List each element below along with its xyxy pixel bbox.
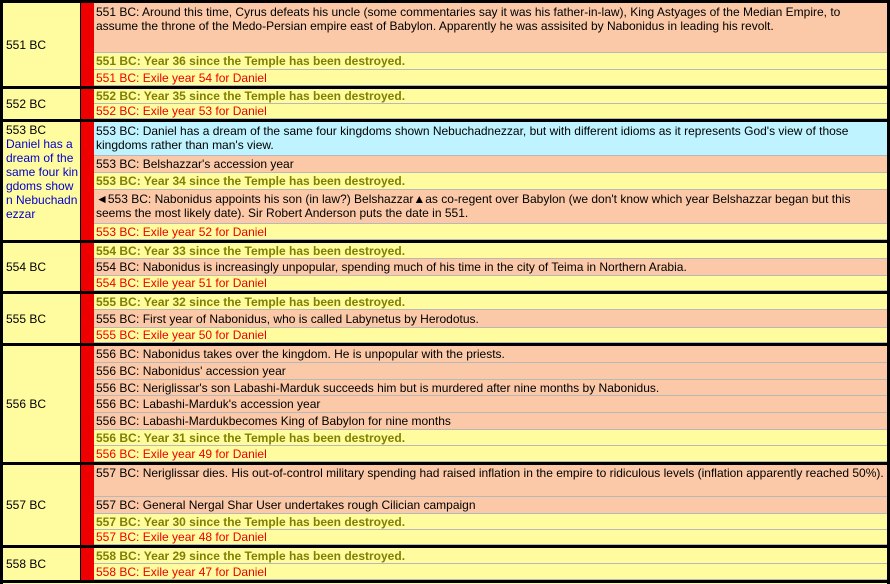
temple-cell[interactable]: 555 BC: Year 32 since the Temple has been destroyed. xyxy=(94,294,887,310)
exile-cell[interactable]: 555 BC: Exile year 50 for Daniel xyxy=(94,328,887,343)
exile-cell[interactable]: 558 BC: Exile year 47 for Daniel xyxy=(94,564,887,580)
year-row-556 xyxy=(0,346,890,462)
year-label: 555 BC xyxy=(6,311,47,326)
red-marker-bar xyxy=(81,294,94,343)
year-label: 554 BC xyxy=(6,260,47,274)
year-cell[interactable] xyxy=(3,548,81,580)
event-cell[interactable]: 551 BC: Around this time, Cyrus defeats his uncle (some commentaries say it was his father-in-law), King Astyages of the Median Empire, to assume the throne of the Medo-Persian empire east of Babylon. Apparently he was assisited by Nabonidus in leading his revolt. xyxy=(94,3,887,53)
temple-cell[interactable]: 556 BC: Year 31 since the Temple has been destroyed. xyxy=(94,430,887,446)
row-divider xyxy=(0,580,890,583)
temple-cell[interactable]: 552 BC: Year 35 since the Temple has been destroyed. xyxy=(94,89,887,104)
year-cell[interactable] xyxy=(3,243,81,291)
year-row-558 xyxy=(0,548,890,580)
year-cell[interactable] xyxy=(3,122,81,240)
event-cell[interactable]: 556 BC: Neriglissar's son Labashi-Marduk succeeds him but is murdered after nine months by Nabonidus. xyxy=(94,380,887,396)
event-cell[interactable]: 556 BC: Labashi-Marduk's accession year xyxy=(94,396,887,413)
event-cell[interactable]: 556 BC: Labashi-Mardukbecomes King of Babylon for nine months xyxy=(94,413,887,430)
year-row-553 xyxy=(0,122,890,240)
year-row-554 xyxy=(0,243,890,291)
red-marker-bar xyxy=(81,3,94,86)
exile-cell[interactable]: 557 BC: Exile year 48 for Daniel xyxy=(94,530,887,545)
exile-cell[interactable]: 552 BC: Exile year 53 for Daniel xyxy=(94,104,887,119)
event-cell[interactable]: 557 BC: General Nergal Shar User undertakes rough Cilician campaign xyxy=(94,497,887,514)
event-cell[interactable]: 556 BC: Nabonidus takes over the kingdom. He is unpopular with the priests. xyxy=(94,346,887,363)
exile-cell[interactable]: 553 BC: Exile year 52 for Daniel xyxy=(94,224,887,240)
year-row-552 xyxy=(0,89,890,119)
temple-cell[interactable]: 557 BC: Year 30 since the Temple has been destroyed. xyxy=(94,514,887,530)
event-cell[interactable]: 554 BC: Nabonidus is increasingly unpopular, spending much of his time in the city of Teima in Northern Arabia. xyxy=(94,259,887,276)
year-label: 558 BC xyxy=(6,557,47,571)
year-label: 553 BC xyxy=(6,123,47,137)
year-cell[interactable] xyxy=(3,89,81,119)
year-label: 556 BC xyxy=(6,397,47,411)
year-label: 557 BC xyxy=(6,498,47,512)
exile-cell[interactable]: 551 BC: Exile year 54 for Daniel xyxy=(94,70,887,86)
red-marker-bar xyxy=(81,548,94,580)
red-marker-bar xyxy=(81,243,94,291)
temple-cell[interactable]: 554 BC: Year 33 since the Temple has been destroyed. xyxy=(94,243,887,259)
temple-cell[interactable]: 553 BC: Year 34 since the Temple has been destroyed. xyxy=(94,173,887,190)
event-cell[interactable]: 557 BC: Neriglissar dies. His out-of-control military spending had raised inflation in the empire to ridiculous levels (inflation apparently reached 50%). xyxy=(94,465,887,497)
year-row-557 xyxy=(0,465,890,545)
red-marker-bar xyxy=(81,89,94,119)
red-marker-bar xyxy=(81,346,94,462)
year-row-551 xyxy=(0,3,890,86)
event-cell[interactable]: ◄553 BC: Nabonidus appoints his son (in law?) Belshazzar▲as co-regent over Babylon (we don't know which year Belshazzar began but this seems the most likely date). Sir Robert Anderson puts the date in 551. xyxy=(94,190,887,224)
year-cell[interactable] xyxy=(3,294,81,343)
exile-cell[interactable]: 556 BC: Exile year 49 for Daniel xyxy=(94,446,887,462)
red-marker-bar xyxy=(81,122,94,240)
event-cell[interactable]: 556 BC: Nabonidus' accession year xyxy=(94,363,887,380)
year-label: 551 BC xyxy=(6,37,47,52)
temple-cell[interactable]: 558 BC: Year 29 since the Temple has been destroyed. xyxy=(94,548,887,564)
year-cell[interactable] xyxy=(3,3,81,86)
year-note: Daniel has a dream of the same four kingdoms shown Nebuchadnezzar xyxy=(6,137,79,221)
year-cell[interactable] xyxy=(3,346,81,462)
year-cell[interactable] xyxy=(3,465,81,545)
event-cell-highlighted[interactable]: 553 BC: Daniel has a dream of the same four kingdoms shown Nebuchadnezzar, but with different idioms as it represents God's view of those kingdoms rather than man's view. xyxy=(94,122,887,156)
temple-cell[interactable]: 551 BC: Year 36 since the Temple has been destroyed. xyxy=(94,53,887,70)
red-marker-bar xyxy=(81,465,94,545)
exile-cell[interactable]: 554 BC: Exile year 51 for Daniel xyxy=(94,276,887,291)
event-cell[interactable]: 553 BC: Belshazzar's accession year xyxy=(94,156,887,173)
year-row-555 xyxy=(0,294,890,343)
year-label: 552 BC xyxy=(6,97,47,111)
event-cell[interactable]: 555 BC: First year of Nabonidus, who is called Labynetus by Herodotus. xyxy=(94,310,887,328)
